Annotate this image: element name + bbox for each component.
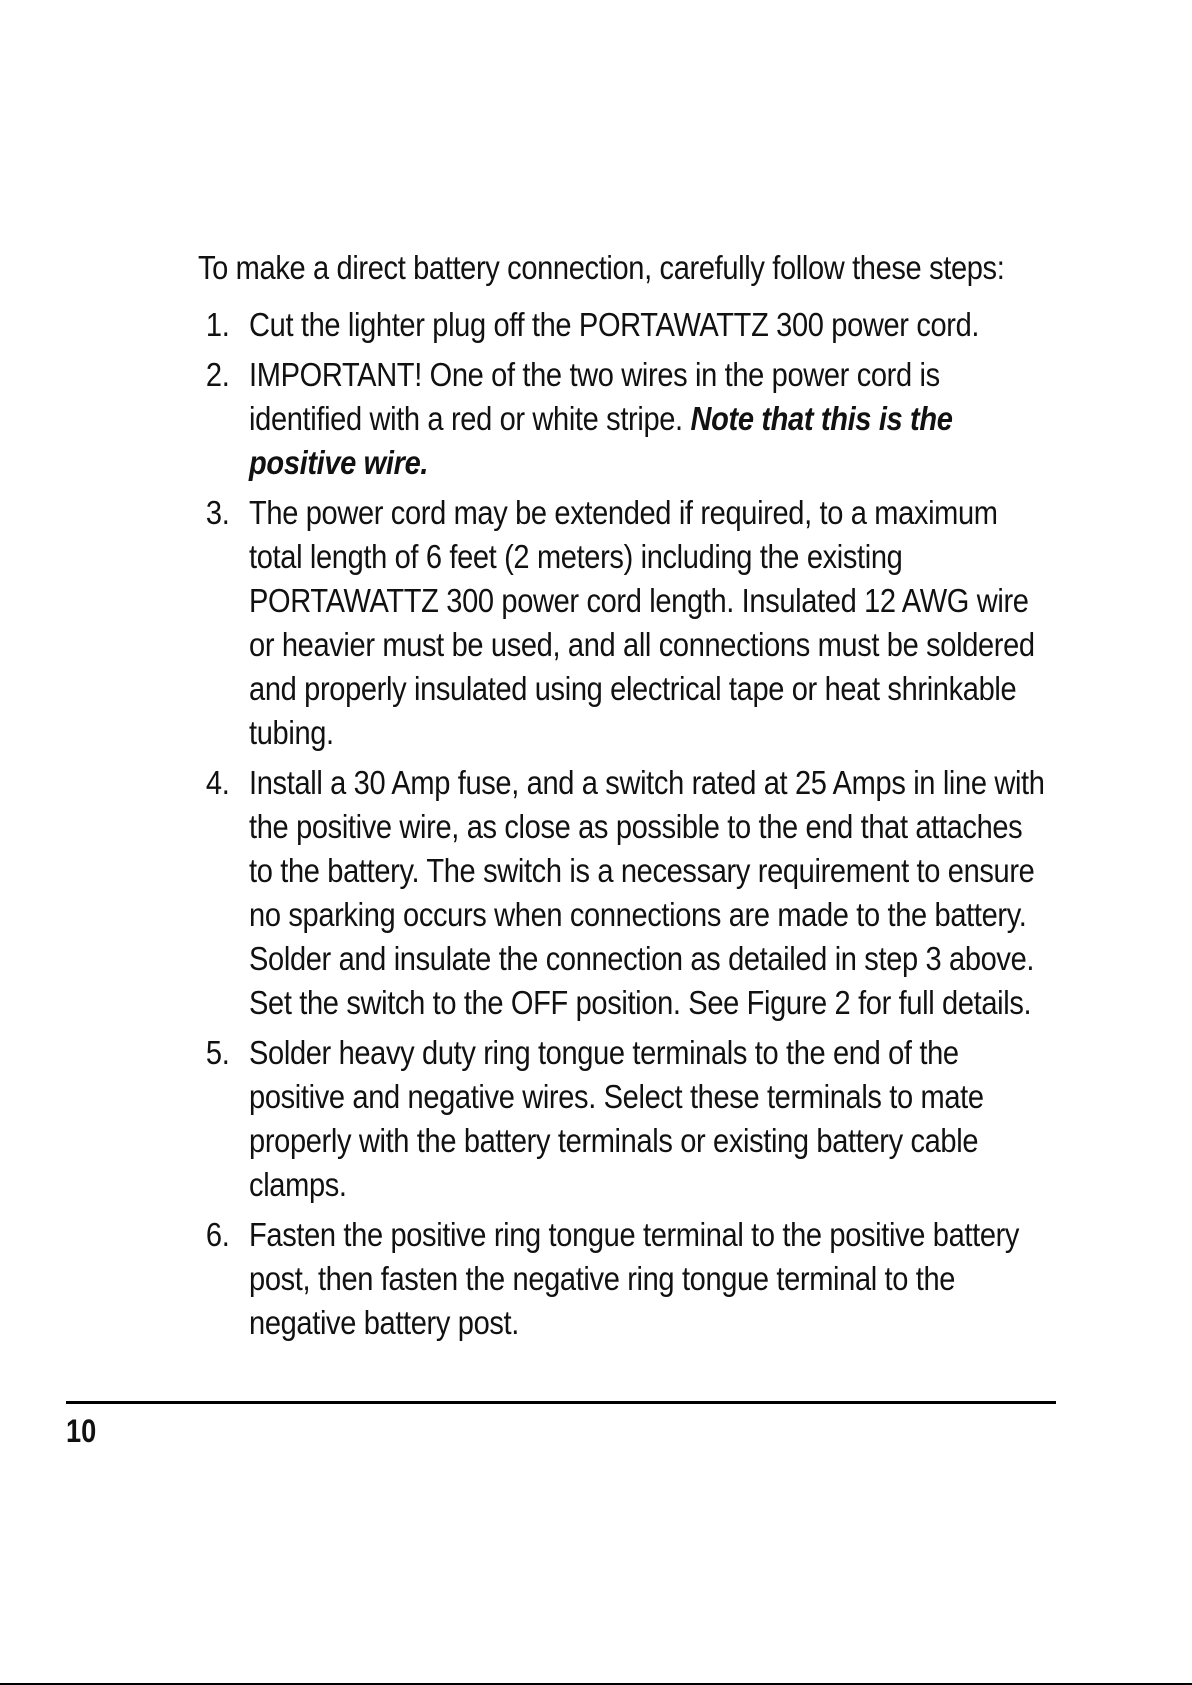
page-number: 10: [66, 1413, 97, 1449]
list-item: [198, 761, 1053, 1025]
step-number: 5.: [205, 1034, 230, 1071]
step-number: 6.: [205, 1216, 230, 1253]
list-item: [198, 1213, 1053, 1345]
step-emphasis: Note that this is the positive wire.: [249, 400, 953, 481]
footer-rule: [66, 1401, 1056, 1404]
step-text: Solder heavy duty ring tongue terminals to the end of the positive and negative wires. Select these terminals to mate properly with the battery terminals or existing battery cable clamps.: [249, 1034, 984, 1203]
steps-list: [198, 303, 1053, 1345]
step-number: 1.: [205, 306, 230, 343]
step-text: IMPORTANT! One of the two wires in the power cord is identified with a red or white stripe.: [249, 356, 940, 437]
step-number: 2.: [205, 356, 230, 393]
step-text: The power cord may be extended if required, to a maximum total length of 6 feet (2 meters) including the existing PORTAWATTZ 300 power cord length. Insulated 12 AWG wire or heavier must be used, and all connections must be soldered and properly insulated using electrical tape or heat shrinkable tubing.: [249, 494, 1035, 751]
instructions-body: [198, 246, 1053, 1351]
step-number: 4.: [205, 764, 230, 801]
step-number: 3.: [205, 494, 230, 531]
intro-paragraph: To make a direct battery connection, carefully follow these steps:: [198, 249, 1005, 286]
list-item: [198, 1031, 1053, 1207]
step-text: Fasten the positive ring tongue terminal to the positive battery post, then fasten the negative ring tongue terminal to the negative battery post.: [249, 1216, 1020, 1341]
list-item: [198, 303, 1053, 347]
list-item: [198, 353, 1053, 485]
step-text: Install a 30 Amp fuse, and a switch rated at 25 Amps in line with the positive wire, as close as possible to the end that attaches to the battery. The switch is a necessary requirement to ensure no sparking occurs when connections are made to the battery. Solder and insulate the connection as detailed in step 3 above. Set the switch to the OFF position. See Figure 2 for full details.: [249, 764, 1045, 1021]
step-text: Cut the lighter plug off the PORTAWATTZ 300 power cord.: [249, 306, 980, 343]
list-item: [198, 491, 1053, 755]
